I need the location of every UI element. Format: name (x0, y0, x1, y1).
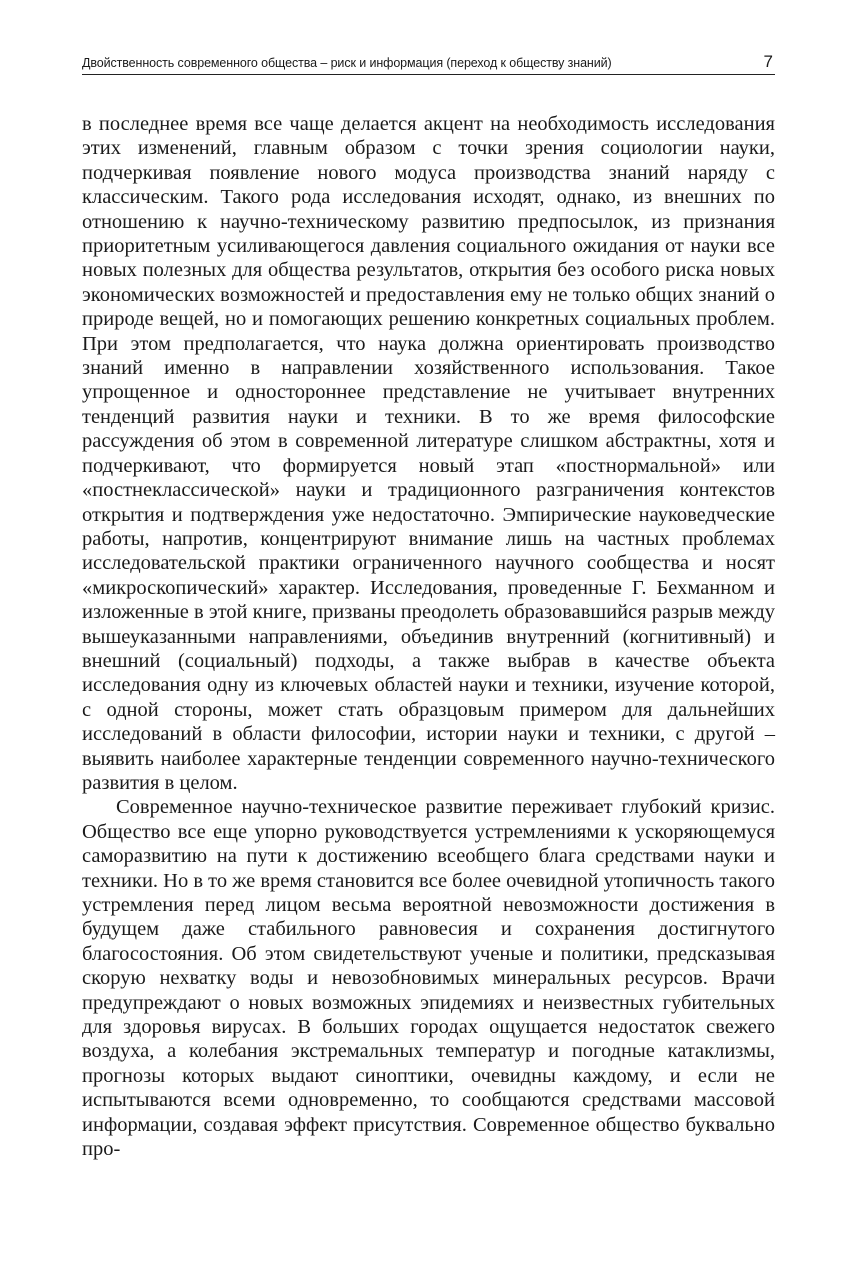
running-header (82, 52, 775, 75)
paragraph: Современное научно-техническое развитие переживает глубокий кризис. Общество все еще упорно руководствуется устремлениями к ускоряющемуся саморазвитию на пути к достижению всеобщего блага средствами науки и техники. Но в то же время становится все более очевидной утопичность такого устремления перед лицом весьма вероятной невозможности достижения в будущем даже стабильного равновесия и сохранения достигнутого благосостояния. Об этом свидетельствуют ученые и политики, предсказывая скорую нехватку воды и невозобновимых минеральных ресурсов. Врачи предупреждают о новых возможных эпидемиях и неизвестных губительных для здоровья вирусах. В больших городах ощущается недостаток свежего воздуха, а колебания экстремальных температур и погодные катаклизмы, прогнозы которых выдают синоптики, очевидны каждому, и если не испытываются всеми одновременно, то сообщаются средствами массовой информации, создавая эффект присутствия. Современное общество буквально про- (82, 796, 775, 1161)
running-header-title: Двойственность современного общества – риск и информация (переход к обществу знаний) (82, 56, 612, 70)
paragraph-continued: в последнее время все чаще делается акцент на необходимость исследования этих изменений, главным образом с точки зрения социологии науки, подчеркивая появление нового модуса производства знаний наряду с классическим. Такого рода исследования исходят, однако, из внешних по отношению к научно-техническому развитию предпосылок, из признания приоритетным усиливающегося давления социального ожидания от науки все новых полезных для общества результатов, открытия без особого риска новых экономических возможностей и предоставления ему не только общих знаний о природе вещей, но и помогающих решению конкретных социальных проблем. При этом предполагается, что наука должна ориентировать производство знаний именно в направлении хозяйственного использования. Такое упрощенное и одностороннее представление не учитывает внутренних тенденций развития науки и техники. В то же время философские рассуждения об этом в современной литературе слишком абстрактны, хотя и подчеркивают, что формируется новый этап «постнормальной» или «постнеклассической» науки и традиционного разграничения контекстов открытия и подтверждения уже недостаточно. Эмпирические науковедческие работы, напротив, концентрируют внимание лишь на частных проблемах исследовательской практики ограниченного научного сообщества и носят «микроскопический» характер. Исследования, проведенные Г. Бехманном и изложенные в этой книге, призваны преодолеть образовавшийся разрыв между вышеуказанными направлениями, объединив внутренний (когнитивный) и внешний (социальный) подходы, а также выбрав в качестве объекта исследования одну из ключевых областей науки и техники, изучение которой, с одной стороны, может стать образцовым примером для дальнейших исследований в области философии, истории науки и техники, с другой – выявить наиболее характерные тенденции современного научно-технического развития в целом. (82, 113, 775, 794)
book-page (82, 52, 775, 1161)
page-number: 7 (763, 52, 773, 71)
body-text (82, 112, 775, 1161)
